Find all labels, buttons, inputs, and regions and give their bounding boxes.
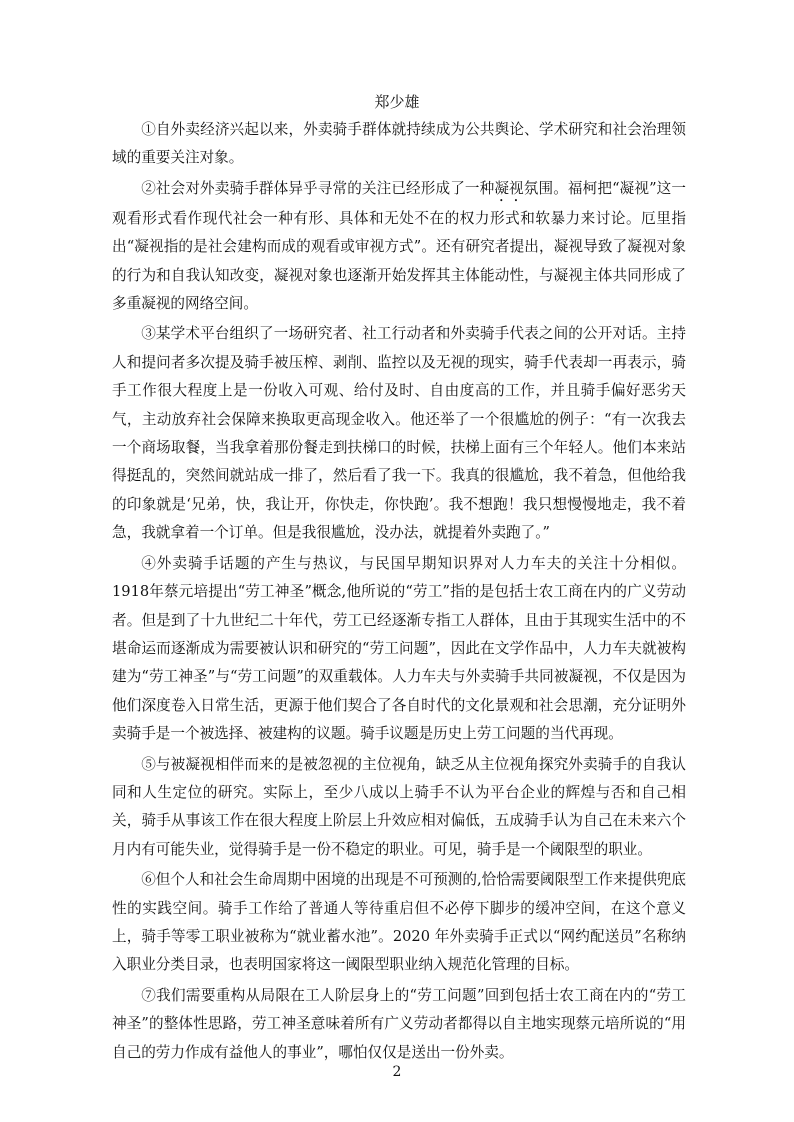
author-name: 郑少雄 bbox=[374, 93, 420, 111]
paragraph-2-before: ②社会对外卖骑手群体异乎寻常的关注已经形成了一种 bbox=[141, 179, 495, 197]
paragraph-7: ⑦我们需要重构从局限在工人阶层身上的“劳工问题”回到包括士农工商在内的“劳工神圣”的整体性思路，劳工神圣意味着所有广义劳动者都得以自主地实现蔡元培所说的“用自己的劳力作成有益他人的事业”，哪怕仅仅是送出一份外卖。 bbox=[112, 986, 686, 1061]
paragraph-2 bbox=[112, 175, 686, 319]
paragraph-2-after: 氛围。福柯把“凝视”这一观看形式看作现代社会一种有形、具体和无处不在的权力形式和软暴力来讨论。厄里指出“凝视指的是社会建构而成的观看或审视方式”。还有研究者提出，凝视导致了凝视对象的行为和自我认知改变，凝视对象也逐渐开始发挥其主体能动性，与凝视主体共同形成了多重凝视的网络空间。 bbox=[112, 179, 686, 313]
paragraph-4: ④外卖骑手话题的产生与热议，与民国早期知识界对人力车夫的关注十分相似。1918年蔡元培提出“劳工神圣”概念,他所说的“劳工”指的是包括士农工商在内的广义劳动者。但是到了十九世纪二十年代，劳工已经逐渐专指工人群体，且由于其现实生活中的不堪命运而逐渐成为需要被认识和研究的“劳工问题”，因此在文学作品中，人力车夫就被构建为“劳工神圣”与“劳工问题”的双重载体。人力车夫与外卖骑手共同被凝视，不仅是因为他们深度卷入日常生活，更源于他们契合了各自时代的文化景观和社会思潮，充分证明外卖骑手是一个被选择、被建构的议题。骑手议题是历史上劳工问题的当代再现。 bbox=[112, 554, 686, 743]
paragraph-6: ⑥但个人和社会生命周期中困境的出现是不可预测的,恰恰需要阈限型工作来提供兜底性的实践空间。骑手工作给了普通人等待重启但不必停下脚步的缓冲空间，在这个意义上，骑手等零工职业被称为“就业蓄水池”。2020 年外卖骑手正式以“网约配送员”名称纳入职业分类目录，也表明国家将这一阈限型职业纳入规范化管理的目标。 bbox=[112, 871, 686, 974]
paragraph-1: ①自外卖经济兴起以来，外卖骑手群体就持续成为公共舆论、学术研究和社会治理领域的重要关注对象。 bbox=[112, 121, 686, 167]
page-number: 2 bbox=[392, 1064, 402, 1080]
paragraph-3: ③某学术平台组织了一场研究者、社工行动者和外卖骑手代表之间的公开对话。主持人和提问者多次提及骑手被压榨、剥削、监控以及无视的现实，骑手代表却一再表示，骑手工作很大程度上是一份收入可观、给付及时、自由度高的工作，并且骑手偏好恶劣天气，主动放弃社会保障来换取更高现金收入。他还举了一个很尴尬的例子：“有一次我去一个商场取餐，当我拿着那份餐走到扶梯口的时候，扶梯上面有三个年轻人。他们本来站得挺乱的，突然间就站成一排了，然后看了我一下。我真的很尴尬，我不着急，但他给我的印象就是‘兄弟，快，我让开，你快走，你快跑’。我不想跑！我只想慢慢地走，我不着急，我就拿着一个订单。但是我很尴尬，没办法，就提着外卖跑了。” bbox=[112, 325, 686, 542]
paragraph-2-emphasis: 凝视 bbox=[494, 179, 524, 197]
article-body bbox=[112, 116, 686, 1069]
paragraph-5: ⑤与被凝视相伴而来的是被忽视的主位视角，缺乏从主位视角探究外卖骑手的自我认同和人生定位的研究。实际上，至少八成以上骑手不认为平台企业的辉煌与否和自己相关，骑手从事该工作在很大程度上阶层上升效应相对偏低，五成骑手认为自己在未来六个月内有可能失业，觉得骑手是一份不稳定的职业。可见，骑手是一个阈限型的职业。 bbox=[112, 755, 686, 858]
